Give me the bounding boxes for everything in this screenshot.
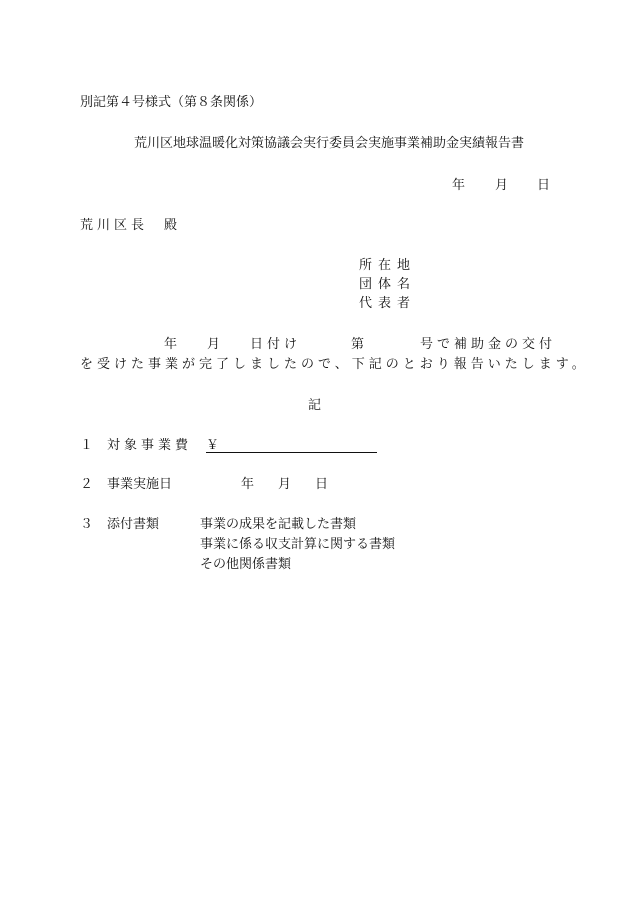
item2-number: ２ [80,477,94,492]
addressee-honorific: 殿 [164,218,178,233]
attachment-doc-2: 事業に係る収支計算に関する書類 [200,537,396,552]
addressee-name: 荒川区長 [80,218,149,233]
date-year: 年 [452,178,466,193]
body-day: 日付け [250,337,302,352]
item2-year: 年 [241,477,255,492]
body-month: 月 [207,337,221,352]
item1-currency: ￥ [206,438,220,453]
body-year: 年 [164,337,178,352]
date-month: 月 [495,178,509,193]
item2-day: 日 [315,477,329,492]
date-day: 日 [537,178,551,193]
form-number: 別記第４号様式（第８条関係） [80,95,263,110]
item2-label: 事業実施日 [107,477,173,492]
ki-heading: 記 [308,398,322,413]
attachment-doc-1: 事業の成果を記載した書類 [200,517,357,532]
body-dai: 第 [351,337,365,352]
attachment-doc-3: その他関係書類 [200,557,292,572]
item3-number: ３ [80,517,94,532]
item2-month: 月 [278,477,292,492]
target-cost-field[interactable] [206,437,377,453]
body-line2: を受けた事業が完了しましたので、下記のとおり報告いたします。 [80,357,589,372]
representative-label: 代表者 [359,296,417,311]
document-title: 荒川区地球温暖化対策協議会実行委員会実施事業補助金実績報告書 [134,136,525,151]
address-label: 所在地 [359,258,417,273]
body-line1-rest: 号で補助金の交付 [420,337,557,352]
organization-label: 団体名 [359,277,417,292]
item3-label: 添付書類 [107,517,160,532]
item1-label: 対象事業費 [107,438,193,453]
item1-number: １ [80,438,94,453]
